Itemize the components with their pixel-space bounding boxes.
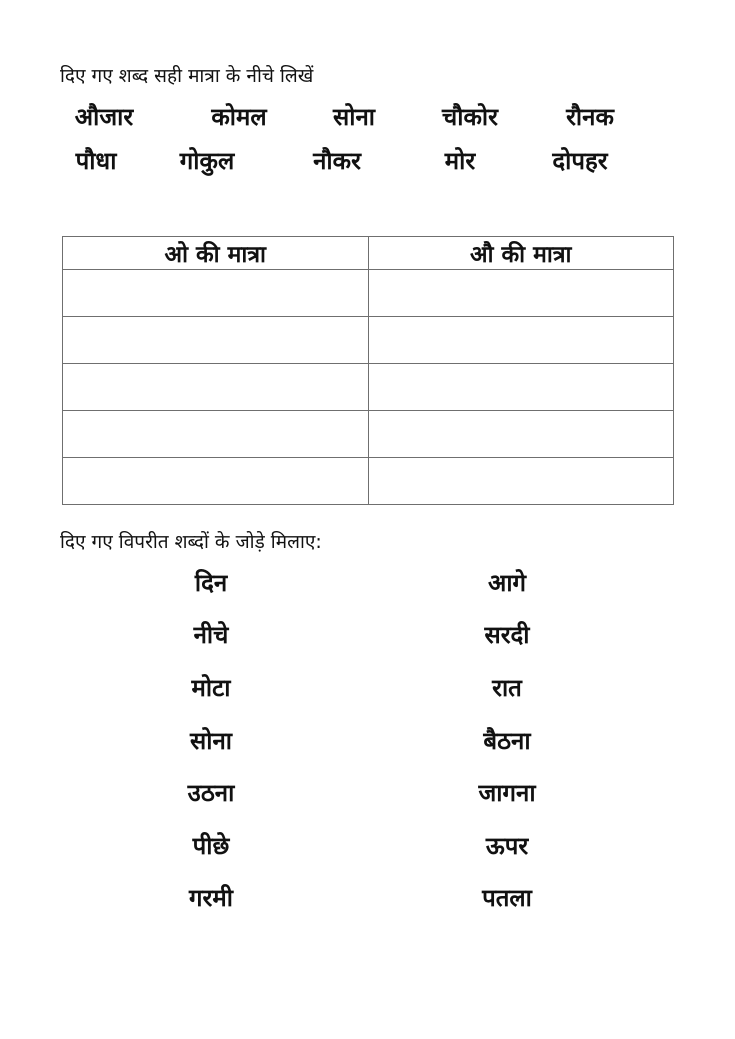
word-bank-item: दोपहर [552,147,608,175]
word-bank-item: पौधा [75,147,117,175]
left-word[interactable]: पीछे [192,832,230,860]
left-word[interactable]: नीचे [193,621,229,649]
left-word[interactable]: दिन [194,569,228,597]
word-bank-item: नौकर [313,147,361,175]
right-word[interactable]: आगे [487,569,527,597]
right-word[interactable]: सरदी [484,621,530,649]
right-word[interactable]: ऊपर [485,832,529,860]
instruction-match-opposites: दिए गए विपरीत शब्दों के जोड़े मिलाए: [60,531,322,553]
left-word[interactable]: सोना [190,727,232,755]
word-bank-item: मोर [444,147,476,175]
answer-cell-o[interactable] [63,411,369,458]
table-row [63,364,674,411]
table-row [63,270,674,317]
right-word[interactable]: पतला [482,884,532,912]
left-word[interactable]: मोटा [191,674,231,702]
right-word[interactable]: जागना [478,779,536,807]
answer-cell-o[interactable] [63,270,369,317]
column-header-au-matra: औ की मात्रा [368,237,674,270]
word-bank-item: सोना [333,103,375,131]
opposite-pair-row [0,724,735,760]
instruction-write-words: दिए गए शब्द सही मात्रा के नीचे लिखें [60,65,314,87]
opposite-pair-row [0,671,735,707]
opposite-pair-row [0,566,735,602]
word-bank-item: चौकोर [442,103,498,131]
table-header-row [63,237,674,270]
word-bank-item: कोमल [211,103,267,131]
word-bank-item: रौनक [566,103,614,131]
opposite-pair-row [0,618,735,654]
right-word[interactable]: रात [492,674,522,702]
column-header-o-matra: ओ की मात्रा [63,237,369,270]
word-bank-item: औजार [74,103,134,131]
word-bank-row-2 [0,144,735,178]
left-word[interactable]: उठना [187,779,235,807]
right-word[interactable]: बैठना [483,727,531,755]
answer-cell-au[interactable] [368,411,674,458]
answer-cell-au[interactable] [368,364,674,411]
answer-cell-au[interactable] [368,317,674,364]
table-row [63,458,674,505]
opposite-pair-row [0,829,735,865]
answer-cell-au[interactable] [368,270,674,317]
left-word[interactable]: गरमी [189,884,233,912]
word-bank-row-1 [0,100,735,134]
answer-cell-o[interactable] [63,458,369,505]
matra-sorting-table [62,236,674,505]
table-row [63,317,674,364]
opposite-pair-row [0,881,735,917]
answer-cell-o[interactable] [63,364,369,411]
answer-cell-au[interactable] [368,458,674,505]
answer-cell-o[interactable] [63,317,369,364]
table-row [63,411,674,458]
word-bank-item: गोकुल [179,147,235,175]
opposite-pair-row [0,776,735,812]
